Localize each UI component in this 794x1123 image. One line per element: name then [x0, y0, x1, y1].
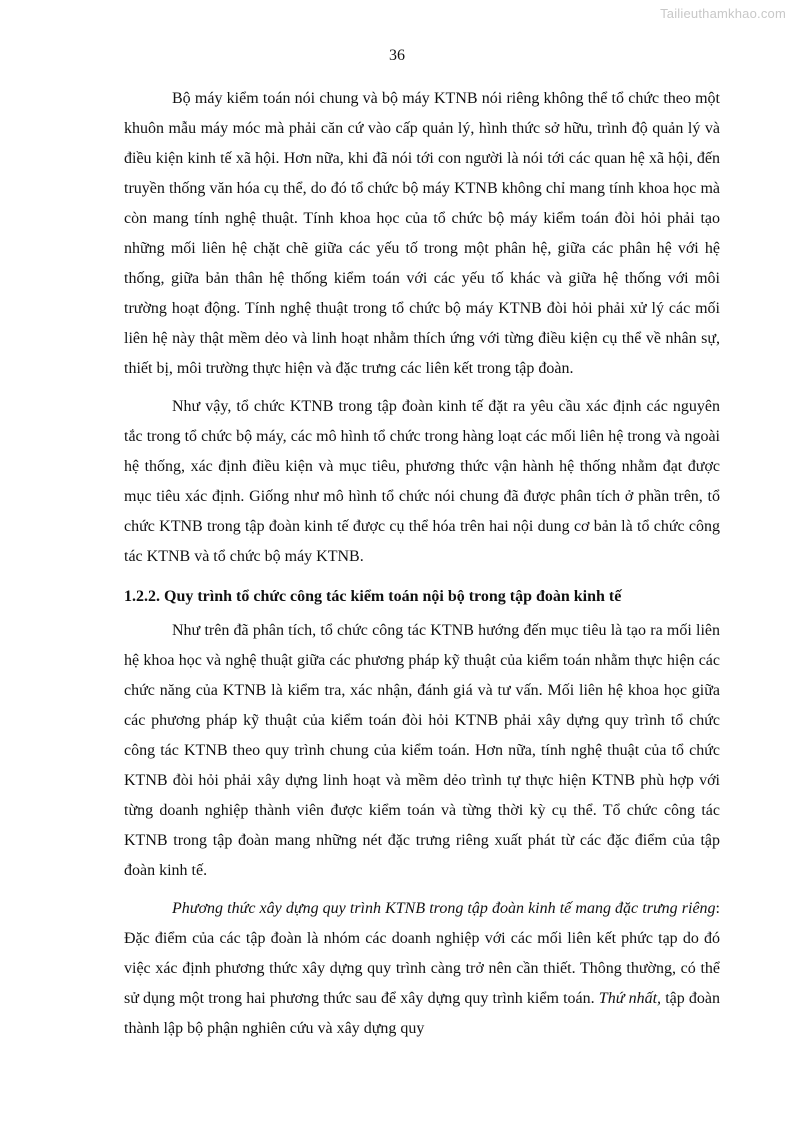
section-heading: 1.2.2. Quy trình tổ chức công tác kiểm toán nội bộ trong tập đoàn kinh tế — [124, 588, 622, 605]
page-number: 36 — [389, 47, 405, 64]
paragraph-3: Như trên đã phân tích, tổ chức công tác KTNB hướng đến mục tiêu là tạo ra mối liên hệ khoa học và nghệ thuật giữa các phương pháp kỹ thuật của kiểm toán nhằm thực hiện các chức năng của KTNB là kiểm tra, xác nhận, đánh giá và tư vấn. Mối liên hệ khoa học giữa các phương pháp kỹ thuật của kiểm toán đòi hỏi KTNB phải xây dựng quy trình tổ chức công tác KTNB theo quy trình chung của kiểm toán. Hơn nữa, tính nghệ thuật của tổ chức KTNB đòi hỏi phải xây dựng linh hoạt và mềm dẻo trình tự thực hiện KTNB phù hợp với từng doanh nghiệp thành viên được kiểm toán và từng thời kỳ cụ thể. Tổ chức công tác KTNB trong tập đoàn mang những nét đặc trưng riêng xuất phát từ các đặc điểm của tập đoàn kinh tế. — [124, 622, 720, 879]
paragraph-4 — [124, 894, 720, 1044]
paragraph-4-italic-mid: Thứ nhất, — [598, 990, 662, 1007]
paragraph-4-italic-lead: Phương thức xây dựng quy trình KTNB trong tập đoàn kinh tế mang đặc trưng riêng — [172, 900, 716, 917]
paragraph-2: Như vậy, tổ chức KTNB trong tập đoàn kinh tế đặt ra yêu cầu xác định các nguyên tắc trong tổ chức bộ máy, các mô hình tổ chức trong hàng loạt các mối liên hệ trong và ngoài hệ thống, xác định điều kiện và mục tiêu, phương thức vận hành hệ thống nhằm đạt được mục tiêu xác định. Giống như mô hình tổ chức nói chung đã được phân tích ở phần trên, tổ chức KTNB trong tập đoàn kinh tế được cụ thể hóa trên hai nội dung cơ bản là tổ chức công tác KTNB và tổ chức bộ máy KTNB. — [124, 398, 720, 565]
watermark: Tailieuthamkhao.com — [660, 6, 786, 21]
paragraph-1: Bộ máy kiểm toán nói chung và bộ máy KTNB nói riêng không thể tổ chức theo một khuôn mẫu máy móc mà phải căn cứ vào cấp quản lý, hình thức sở hữu, trình độ quản lý và điều kiện kinh tế xã hội. Hơn nữa, khi đã nói tới con người là nói tới các quan hệ xã hội, đến truyền thống văn hóa cụ thể, do đó tổ chức bộ máy KTNB không chỉ mang tính khoa học mà còn mang tính nghệ thuật. Tính khoa học của tổ chức bộ máy kiểm toán đòi hỏi phải tạo những mối liên hệ chặt chẽ giữa các yếu tố trong một phân hệ, giữa các phân hệ với hệ thống, giữa bản thân hệ thống kiểm toán với các yếu tố khác và giữa hệ thống với môi trường hoạt động. Tính nghệ thuật trong tổ chức bộ máy KTNB đòi hỏi phải xử lý các mối liên hệ này thật mềm dẻo và linh hoạt nhằm thích ứng với từng điều kiện cụ thể về nhân sự, thiết bị, môi trường thực hiện và đặc trưng các liên kết trong tập đoàn. — [124, 90, 720, 377]
paragraph-4-text-a: : Đặc điểm của các tập đoàn là nhóm các doanh nghiệp với các mối liên kết phức tạp do đó việc xác định phương thức xây dựng quy trình càng trở nên cần thiết. Thông thường, có thể sử dụng một trong hai phương thức sau để xây dựng quy trình kiểm toán. — [124, 900, 720, 1007]
paragraph-4-text-b: tập đoàn thành lập bộ phận nghiên cứu và xây dựng quy — [124, 990, 720, 1037]
document-body — [124, 84, 720, 1044]
